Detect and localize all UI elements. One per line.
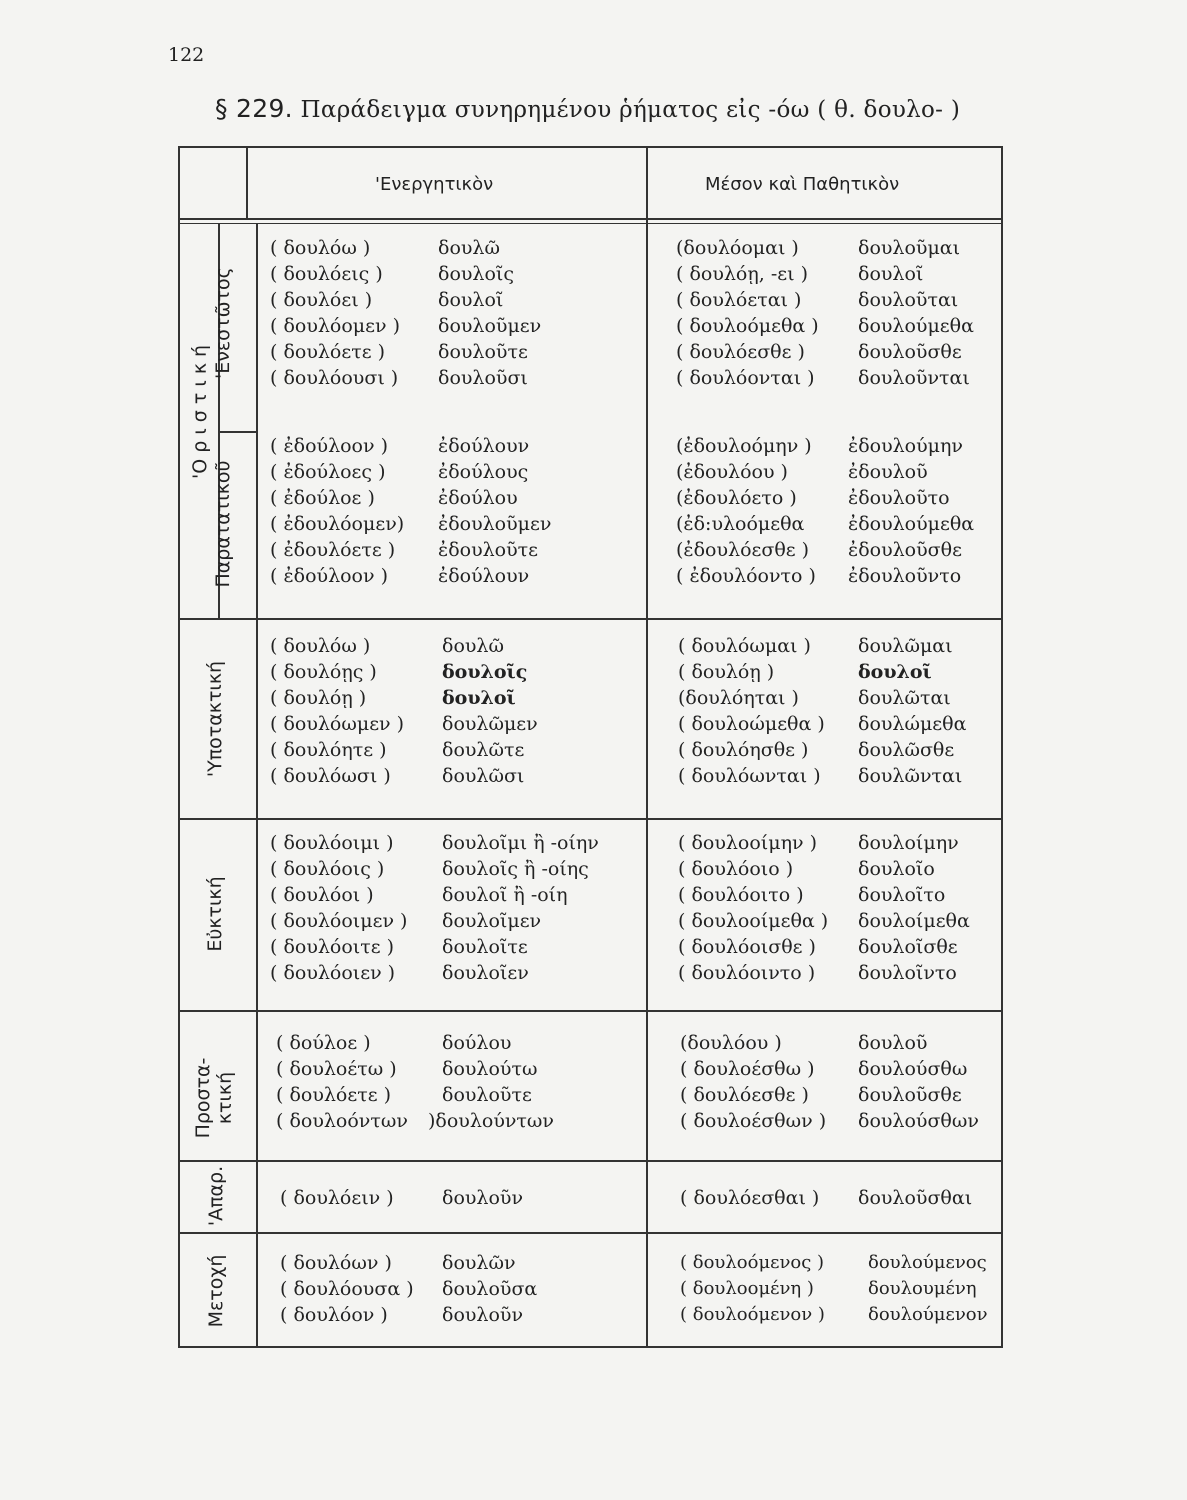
contracted-form: δουλῶ [438, 237, 500, 259]
section-divider-imperative [180, 1010, 1001, 1012]
imperfect-label: Παρατατικοῦ [212, 460, 234, 588]
uncontracted-form: ( δουλοώμεθα ) [678, 713, 825, 735]
section-number: § 229. [215, 94, 293, 123]
active-voice-header: 'Ενεργητικὸν [375, 174, 494, 195]
infinitive-label: 'Απαρ. [205, 1165, 227, 1227]
uncontracted-form: ( δουλοέσθων ) [680, 1110, 827, 1132]
contracted-form: δουλοῦσα [442, 1278, 538, 1300]
uncontracted-form: ( δουλόετε ) [270, 341, 386, 363]
uncontracted-form: ( δουλόων ) [280, 1252, 392, 1274]
uncontracted-form: ( δουλόεσθαι ) [680, 1187, 820, 1209]
contracted-form: δουλοῖς [442, 661, 528, 683]
uncontracted-form: ( δουλόονται ) [676, 367, 815, 389]
uncontracted-form: ( δουλόωμαι ) [678, 635, 811, 657]
contracted-form: δουλοῖ [442, 687, 516, 709]
contracted-form: δούλου [442, 1032, 512, 1054]
optative-label: Εὐκτική [204, 876, 226, 952]
contracted-form: δουλουμένη [868, 1278, 977, 1299]
section-divider-participle [180, 1232, 1001, 1234]
imperative-label-line1: Προστα- [192, 1057, 214, 1139]
contracted-form: δουλῶ [442, 635, 504, 657]
middle-voice-header: Μέσον καὶ Παθητικὸν [705, 174, 900, 195]
contracted-form: δουλοῦσθε [858, 341, 962, 363]
subjunctive-label: 'Υποτακτική [204, 660, 226, 778]
participle-label: Μετοχή [205, 1254, 227, 1328]
uncontracted-form: ( δουλόῃ ) [270, 687, 367, 709]
contracted-form: ἐδουλούμην [848, 435, 963, 457]
contracted-form: δουλοίμεθα [858, 910, 970, 932]
section-title: Παράδειγμα συνηρημένου ῥήματος εἰς -όω ( θ. δουλο- ) [300, 97, 961, 123]
uncontracted-form: ( δουλόωσι ) [270, 765, 391, 787]
uncontracted-form: (ἐδουλόου ) [676, 461, 788, 483]
contracted-form: ἐδούλου [438, 487, 518, 509]
uncontracted-form: ( δούλοε ) [276, 1032, 371, 1054]
contracted-form: δουλοῦνται [858, 367, 970, 389]
uncontracted-form: ( δουλόωνται ) [678, 765, 821, 787]
uncontracted-form: (δουλόομαι ) [676, 237, 799, 259]
uncontracted-form: ( δουλόω ) [270, 237, 371, 259]
contracted-form: δουλοῖ ἢ -οίη [442, 884, 568, 906]
contracted-form: δουλοῖτε [442, 936, 528, 958]
uncontracted-form: (ἐδουλοόμην ) [676, 435, 812, 457]
uncontracted-form: ( δουλόεις ) [270, 263, 383, 285]
contracted-form: δουλοῖ [858, 263, 924, 285]
uncontracted-form: (δουλόου ) [680, 1032, 782, 1054]
contracted-form: δουλούσθω [858, 1058, 968, 1080]
contracted-form: δουλοῖς [438, 263, 514, 285]
contracted-form: δουλούμενον [868, 1304, 988, 1325]
contracted-form: δουλοῦμαι [858, 237, 961, 259]
header-divider-double [180, 223, 1001, 224]
present-imperfect-divider [220, 431, 256, 433]
uncontracted-form: ( ἐδουλόοντο ) [676, 565, 816, 587]
uncontracted-form: ( δουλοόμεθα ) [676, 315, 819, 337]
section-divider-optative [180, 818, 1001, 820]
uncontracted-form: ( ἐδουλόομεν) [270, 513, 405, 535]
contracted-form: δουλοῖτο [858, 884, 946, 906]
contracted-form: δουλοῦται [858, 289, 959, 311]
uncontracted-form: ( δουλόωμεν ) [270, 713, 405, 735]
section-divider-infinitive [180, 1160, 1001, 1162]
contracted-form: δουλοῦ [858, 1032, 928, 1054]
uncontracted-form: ( δουλόοιμι ) [270, 832, 394, 854]
uncontracted-form: ( δουλόουσι ) [270, 367, 399, 389]
uncontracted-form: ( δουλόοι ) [270, 884, 374, 906]
uncontracted-form: ( ἐδούλοε ) [270, 487, 375, 509]
uncontracted-form: ( δουλόοισθε ) [678, 936, 816, 958]
contracted-form: ἐδούλουν [438, 565, 530, 587]
header-divider [180, 218, 1001, 220]
contracted-form: δουλοῖο [858, 858, 935, 880]
uncontracted-form: ( δουλόεται ) [676, 289, 802, 311]
uncontracted-form: ( ἐδούλοες ) [270, 461, 386, 483]
uncontracted-form: ( δουλόουσα ) [280, 1278, 414, 1300]
imperative-label [192, 1043, 242, 1153]
contracted-form: δουλοῦτε [442, 1084, 532, 1106]
label-column-divider [256, 223, 258, 1348]
uncontracted-form: ( δουλοόμενος ) [680, 1252, 825, 1273]
page-number: 122 [168, 44, 205, 66]
contracted-form: δουλοῦν [442, 1304, 524, 1326]
uncontracted-form: ( δουλόομεν ) [270, 315, 400, 337]
section-divider-subjunctive [180, 618, 1001, 620]
uncontracted-form: ( ἐδουλόετε ) [270, 539, 396, 561]
uncontracted-form: ( δουλόον ) [280, 1304, 388, 1326]
contracted-form: δουλοῖμεν [442, 910, 542, 932]
contracted-form: δουλῶσθε [858, 739, 955, 761]
contracted-form: δουλώμεθα [858, 713, 967, 735]
uncontracted-form: ( δουλόεσθε ) [680, 1084, 809, 1106]
uncontracted-form: ( δουλοοίμην ) [678, 832, 817, 854]
contracted-form: ἐδουλοῦτε [438, 539, 539, 561]
contracted-form: ἐδουλοῦμεν [438, 513, 552, 535]
contracted-form: δουλοῦσθε [858, 1084, 962, 1106]
contracted-form: ἐδουλούμεθα [848, 513, 975, 535]
contracted-form: ἐδουλοῦσθε [848, 539, 962, 561]
uncontracted-form: ( ἐδούλοον ) [270, 435, 388, 457]
uncontracted-form: ( δουλοέτω ) [276, 1058, 397, 1080]
contracted-form: δουλῶνται [858, 765, 963, 787]
contracted-form: δουλοίμην [858, 832, 959, 854]
contracted-form: δουλοῦτε [438, 341, 528, 363]
uncontracted-form: ( δουλόεσθε ) [676, 341, 805, 363]
uncontracted-form: ( δουλόοιο ) [678, 858, 794, 880]
conjugation-table [178, 146, 1003, 1348]
uncontracted-form: (ἐδ:υλοόμεθα [676, 513, 805, 535]
uncontracted-form: ( δουλοοίμεθα ) [678, 910, 829, 932]
uncontracted-form: ( δουλοέσθω ) [680, 1058, 815, 1080]
contracted-form: ἐδουλοῦντο [848, 565, 962, 587]
header-left-divider [246, 148, 248, 218]
uncontracted-form: ( δουλόοις ) [270, 858, 385, 880]
contracted-form: δουλοῖ [438, 289, 504, 311]
uncontracted-form: ( δουλόοιεν ) [270, 962, 396, 984]
contracted-form: δουλοῦσθαι [858, 1187, 973, 1209]
indicative-label: 'Ο ρ ι σ τ ι κ ή [189, 344, 211, 479]
contracted-form: ἐδούλους [438, 461, 529, 483]
contracted-form: δουλοῖμι ἢ -οίην [442, 832, 599, 854]
contracted-form: δουλοῖ [858, 661, 932, 683]
uncontracted-form: ( δουλόειν ) [280, 1187, 394, 1209]
contracted-form: ἐδουλοῦτο [848, 487, 950, 509]
contracted-form: δουλῶτε [442, 739, 525, 761]
uncontracted-form: ( δουλοομένη ) [680, 1278, 814, 1299]
contracted-form: ἐδουλοῦ [848, 461, 928, 483]
contracted-form: δουλοῦν [442, 1187, 524, 1209]
contracted-form: δουλοῖντο [858, 962, 957, 984]
contracted-form: δουλοῖς ἢ -οίης [442, 858, 589, 880]
contracted-form: δουλῶται [858, 687, 951, 709]
uncontracted-form: ( δουλοόντων [276, 1110, 408, 1132]
uncontracted-form: ( δουλόει ) [270, 289, 373, 311]
imperative-label-line2: κτική [214, 1071, 236, 1125]
uncontracted-form: ( ἐδούλοον ) [270, 565, 388, 587]
contracted-form: δουλοῦσι [438, 367, 528, 389]
contracted-form: δουλούσθων [858, 1110, 979, 1132]
contracted-form: δουλούμεθα [858, 315, 974, 337]
contracted-form: δουλούμενος [868, 1252, 987, 1273]
contracted-form: δουλῶσι [442, 765, 525, 787]
uncontracted-form: ( δουλόῃς ) [270, 661, 377, 683]
page-title [215, 94, 960, 123]
contracted-form: ἐδούλουν [438, 435, 530, 457]
uncontracted-form: ( δουλόητε ) [270, 739, 387, 761]
voice-column-divider [646, 148, 648, 1348]
uncontracted-form: ( δουλόῃ ) [678, 661, 775, 683]
contracted-form: δουλοῖεν [442, 962, 529, 984]
contracted-form: δουλῶμαι [858, 635, 953, 657]
uncontracted-form: ( δουλοόμενον ) [680, 1304, 825, 1325]
contracted-form: δουλῶμεν [442, 713, 538, 735]
contracted-form: δουλῶν [442, 1252, 516, 1274]
uncontracted-form: ( δουλόησθε ) [678, 739, 809, 761]
uncontracted-form: ( δουλόοιντο ) [678, 962, 816, 984]
present-label: 'Ενεστῶτος [212, 267, 234, 379]
uncontracted-form: ( δουλόοιμεν ) [270, 910, 408, 932]
uncontracted-form: (ἐδουλόετο ) [676, 487, 797, 509]
uncontracted-form: ( δουλόοιτο ) [678, 884, 804, 906]
uncontracted-form: ( δουλόῃ, -ει ) [676, 263, 808, 285]
contracted-form: δουλούτω [442, 1058, 538, 1080]
uncontracted-form: (δουλόηται ) [678, 687, 799, 709]
contracted-form: )δουλούντων [428, 1110, 554, 1132]
uncontracted-form: ( δουλόοιτε ) [270, 936, 395, 958]
contracted-form: δουλοῦμεν [438, 315, 542, 337]
uncontracted-form: ( δουλόετε ) [276, 1084, 392, 1106]
contracted-form: δουλοῖσθε [858, 936, 958, 958]
uncontracted-form: (ἐδουλόεσθε ) [676, 539, 810, 561]
uncontracted-form: ( δουλόω ) [270, 635, 371, 657]
